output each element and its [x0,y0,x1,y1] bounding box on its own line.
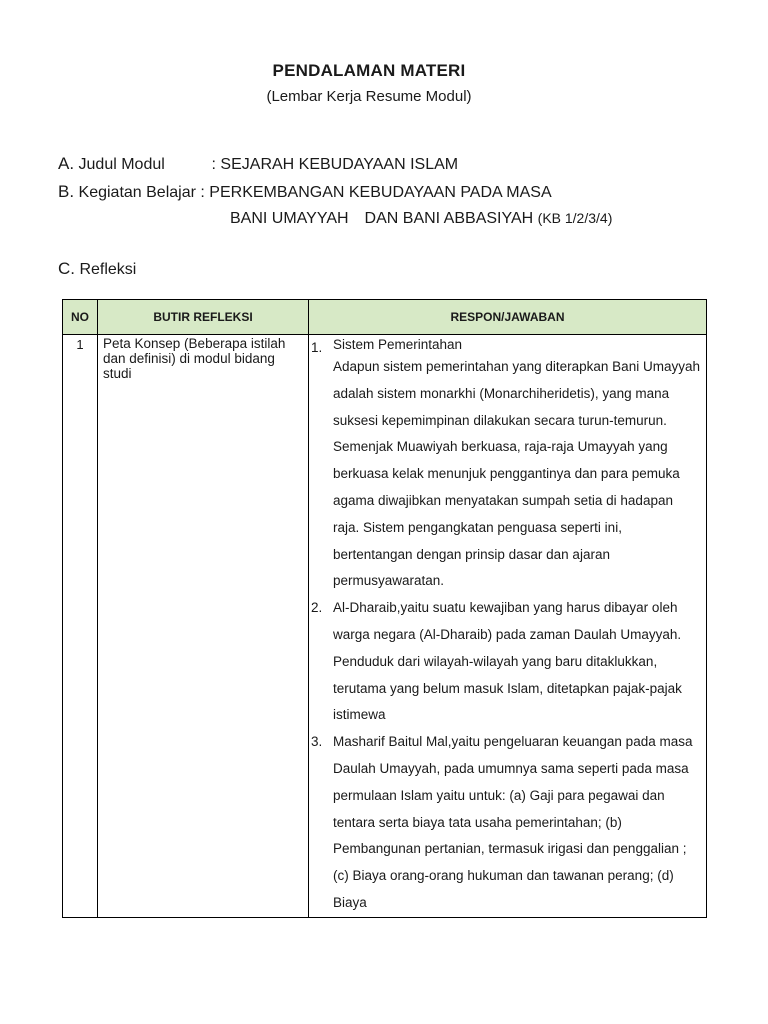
document-subtitle: (Lembar Kerja Resume Modul) [266,88,472,105]
field-a-value: SEJARAH KEBUDAYAAN ISLAM [220,156,459,173]
list-item-heading: Sistem Pemerintahan [333,337,463,352]
field-b-separator: : [200,184,205,201]
header-respon-jawaban: RESPON/JAWABAN [309,300,707,335]
list-item-number: 1. [311,340,323,355]
field-b-label: Kegiatan Belajar [78,184,196,201]
header-no: NO [63,300,98,335]
field-refleksi [58,259,136,279]
field-b-letter: B. [58,182,75,201]
field-b-value-kb: (KB 1/2/3/4) [537,210,613,226]
document-title: PENDALAMAN MATERI [272,61,466,80]
header-butir-refleksi: BUTIR REFLEKSI [98,300,309,335]
list-item-text: Masharif Baitul Mal,yaitu pengeluaran keuangan pada masa Daulah Umayyah, pada umumnya sama seperti pada masa permulaan Islam yaitu untuk: (a) Gaji para pegawai dan tentara serta biaya tata usaha pemerintahan; (b) Pembangunan pertanian, termasuk irigasi dan penggalian ; (c) Biaya orang-orang hukuman dan tawanan perang; (d) Biaya [333,734,693,910]
cell-respon-jawaban [309,335,707,918]
list-item [309,595,706,729]
list-item-number: 2. [311,600,323,616]
field-c-label: Refleksi [79,261,137,278]
refleksi-table [62,299,707,918]
field-a-letter: A. [58,154,75,173]
cell-butir-refleksi: Peta Konsep (Beberapa istilah dan definisi) di modul bidang studi [98,335,309,918]
list-item [309,729,706,917]
field-b-value-line1: PERKEMBANGAN KEBUDAYAAN PADA MASA [209,184,552,201]
table-row [63,335,707,918]
field-kegiatan-belajar [58,182,552,202]
field-b-value-line2a: BANI UMAYYAH [230,210,349,227]
field-kegiatan-belajar-line2 [230,210,612,228]
field-c-letter: C. [58,259,75,278]
field-judul-modul [58,154,458,174]
field-b-value-line2b: DAN BANI ABBASIYAH [364,210,534,227]
table-header-row [63,300,707,335]
list-item-text: Adapun sistem pemerintahan yang diterapkan Bani Umayyah adalah sistem monarkhi (Monarchiheridetis), yang mana suksesi kepemimpinan dilakukan secara turun-temurun. Semenjak Muawiyah berkuasa, raja-raja Umayyah yang berkuasa kelak menunjuk penggantinya dan para pemuka agama diwajibkan menyatakan sumpah setia di hadapan raja. Sistem pengangkatan penguasa seperti ini, bertentangan dengan prinsip dasar dan ajaran permusyawaratan. [333,359,700,589]
list-item [309,335,706,595]
cell-no: 1 [63,335,98,918]
list-item-number: 3. [311,734,323,750]
list-item-text: Al-Dharaib,yaitu suatu kewajiban yang harus dibayar oleh warga negara (Al-Dharaib) pada zaman Daulah Umayyah. Penduduk dari wilayah-wilayah yang baru ditaklukkan, terutama yang belum masuk Islam, ditetapkan pajak-pajak istimewa [333,600,682,723]
field-a-separator: : [211,156,216,173]
response-list [309,335,706,917]
field-a-label: Judul Modul [78,156,165,173]
